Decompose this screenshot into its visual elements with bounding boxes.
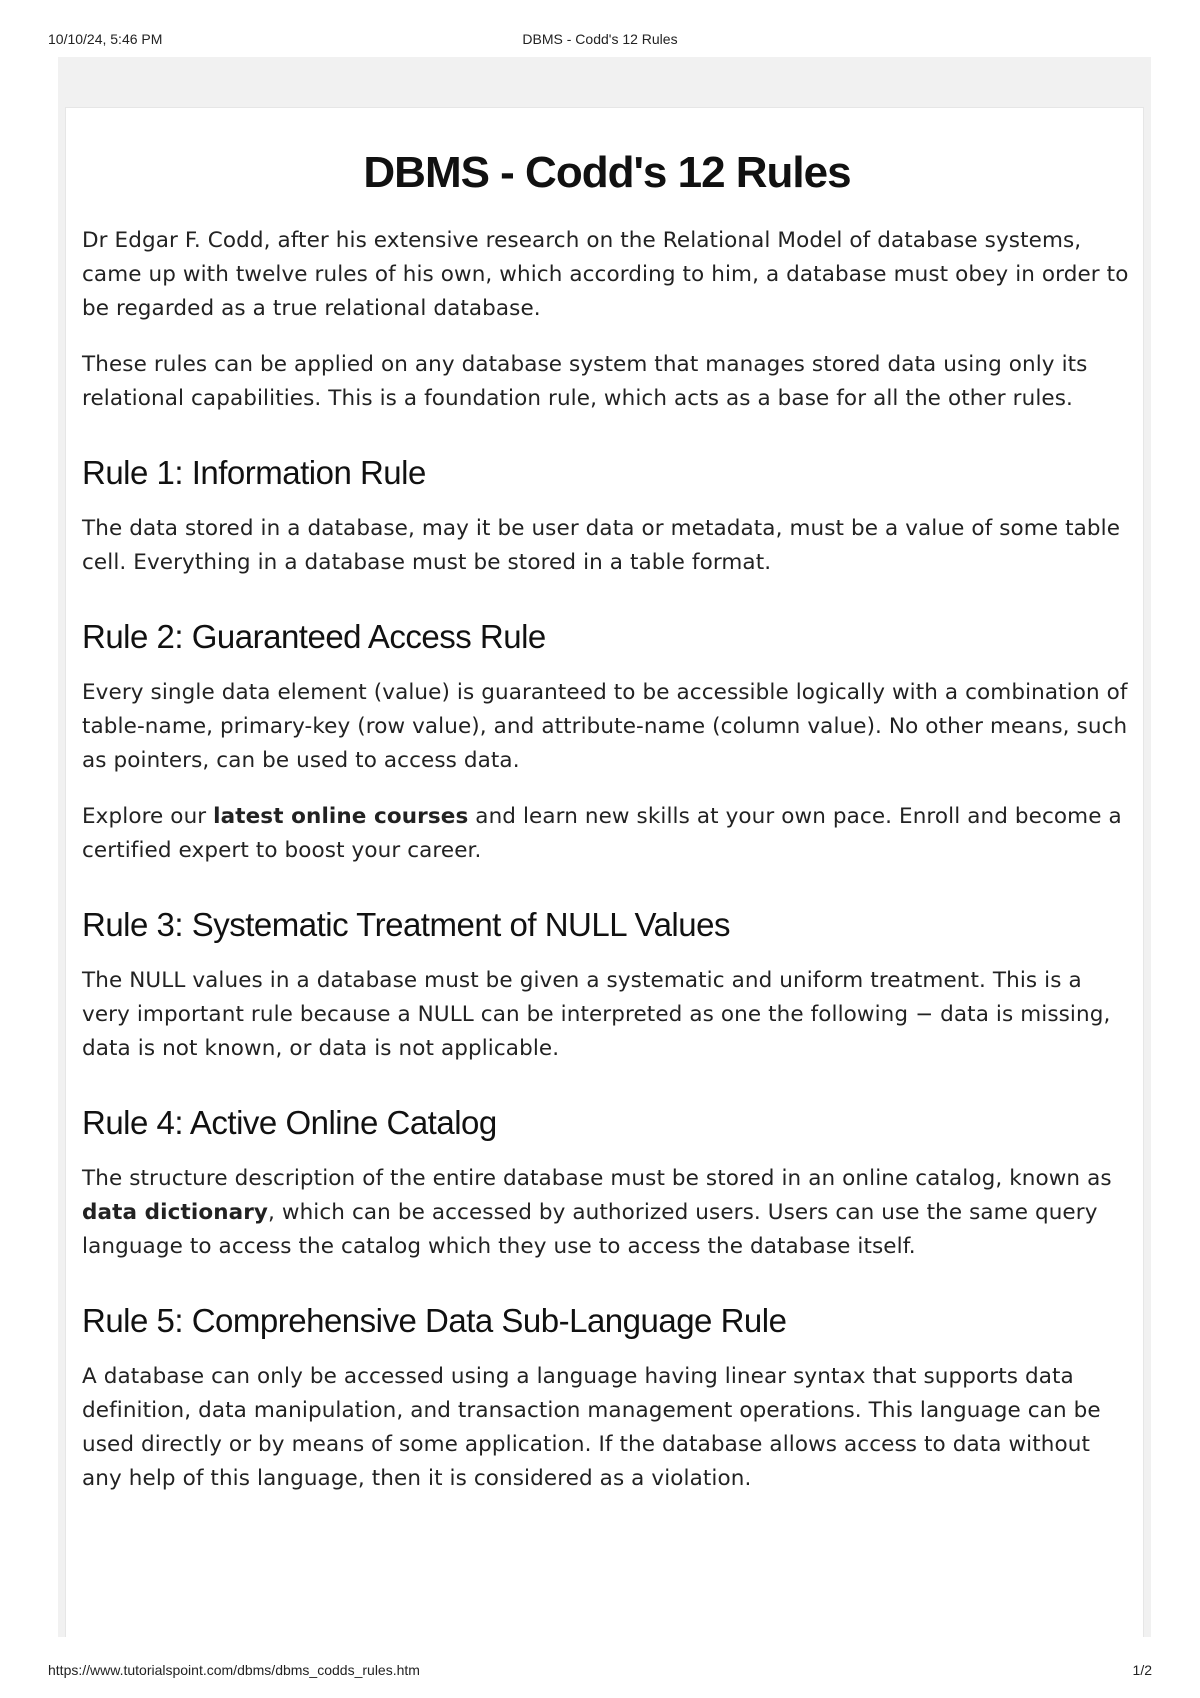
promo-text-after: and learn new skills at your own pace. Enroll and become a certified expert to boost your career.: [82, 804, 1122, 863]
print-page-number: 1/2: [1132, 1662, 1152, 1678]
rule-1-text: The data stored in a database, may it be user data or metadata, must be a value of some table cell. Everything in a database must be stored in a table format.: [82, 516, 1121, 575]
promo-text-before: Explore our: [82, 804, 214, 829]
intro-paragraph-1: Dr Edgar F. Codd, after his extensive research on the Relational Model of database systems, came up with twelve rules of his own, which according to him, a database must obey in order to be regarded as a true relational database.: [82, 228, 1129, 321]
rule-4-heading: Rule 4: Active Online Catalog: [82, 1104, 497, 1141]
rule-3-text: The NULL values in a database must be given a systematic and uniform treatment. This is a very important rule because a NULL can be interpreted as one the following − data is missing, data is not known, or data is not applicable.: [82, 968, 1111, 1061]
page-title: DBMS - Codd's 12 Rules: [363, 148, 851, 197]
rule-5-heading: Rule 5: Comprehensive Data Sub-Language Rule: [82, 1302, 787, 1339]
print-page-title: DBMS - Codd's 12 Rules: [522, 31, 678, 47]
courses-link[interactable]: latest online courses: [213, 804, 469, 829]
article-content: [82, 108, 1132, 1518]
rule-2-text: Every single data element (value) is guaranteed to be accessible logically with a combination of table-name, primary-key (row value), and attribute-name (column value). No other means, such as pointers, can be used to access data.: [82, 680, 1128, 773]
print-url[interactable]: https://www.tutorialspoint.com/dbms/dbms_codds_rules.htm: [48, 1662, 420, 1678]
rule-4-text-before: The structure description of the entire database must be stored in an online catalog, known as: [82, 1166, 1112, 1191]
article-card: [65, 107, 1144, 1637]
data-dictionary-term: data dictionary: [82, 1200, 269, 1225]
rule-5-text: A database can only be accessed using a language having linear syntax that supports data definition, data manipulation, and transaction management operations. This language can be used directly or by means of some application. If the database allows access to data without any help of this language, then it is considered as a violation.: [82, 1364, 1101, 1491]
rule-3-heading: Rule 3: Systematic Treatment of NULL Values: [82, 906, 730, 943]
promo-paragraph: [82, 800, 1132, 868]
print-footer: [0, 1662, 1200, 1682]
rule-4-text: [82, 1162, 1132, 1264]
intro-paragraph-2: These rules can be applied on any database system that manages stored data using only its relational capabilities. This is a foundation rule, which acts as a base for all the other rules.: [82, 352, 1088, 411]
print-header: [0, 31, 1200, 51]
rule-1-heading: Rule 1: Information Rule: [82, 454, 426, 491]
print-datetime: 10/10/24, 5:46 PM: [48, 31, 163, 47]
rule-4-text-after: , which can be accessed by authorized users. Users can use the same query language to access the catalog which they use to access the database itself.: [82, 1200, 1098, 1259]
rule-2-heading: Rule 2: Guaranteed Access Rule: [82, 618, 546, 655]
